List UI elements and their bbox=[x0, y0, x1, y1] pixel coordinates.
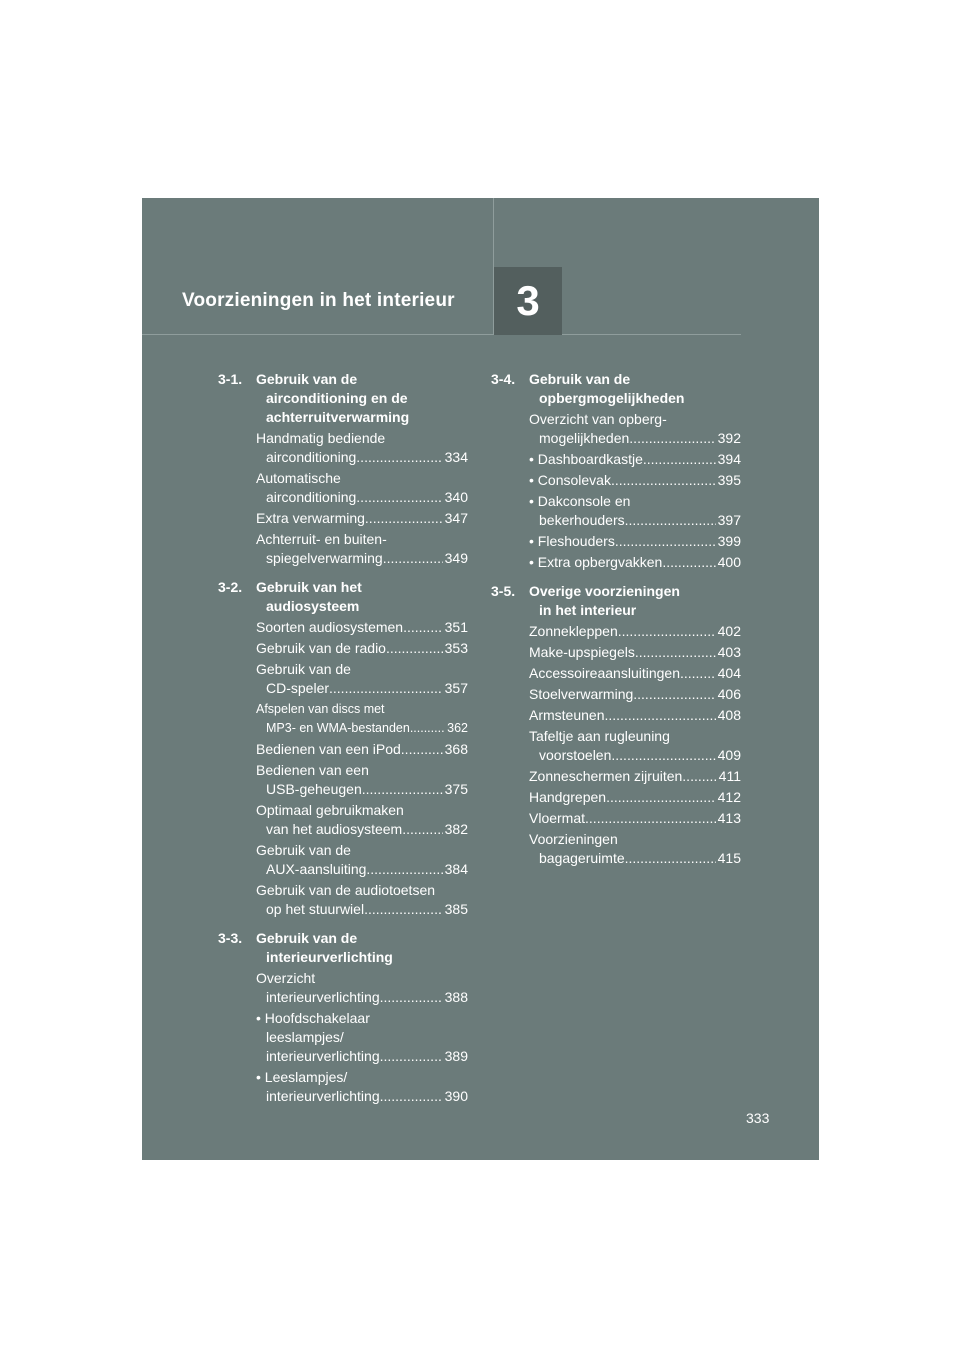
toc-entry-line bbox=[529, 706, 741, 725]
toc-section bbox=[218, 578, 468, 919]
dot-leader bbox=[383, 549, 443, 568]
toc-section bbox=[218, 370, 468, 568]
section-title-line: Gebruik van de bbox=[529, 371, 631, 387]
dot-leader bbox=[618, 622, 716, 641]
toc-page-number: 399 bbox=[717, 533, 741, 549]
toc-entry-line: • Leeslampjes/ bbox=[256, 1069, 348, 1085]
toc-entry-line bbox=[256, 780, 468, 799]
dot-leader bbox=[635, 643, 716, 662]
dot-leader bbox=[611, 746, 715, 765]
toc-entry-line bbox=[529, 511, 741, 530]
toc-entry[interactable] bbox=[256, 1068, 468, 1106]
toc-entry-text: AUX-aansluiting bbox=[266, 861, 367, 877]
toc-entry-text: • Fleshouders bbox=[529, 533, 615, 549]
toc-entry-text: bekerhouders bbox=[539, 512, 625, 528]
dot-leader bbox=[380, 1087, 443, 1106]
toc-entries bbox=[491, 622, 741, 868]
toc-entry[interactable] bbox=[529, 706, 741, 725]
toc-entry-text: Bedienen van een iPod bbox=[256, 741, 401, 757]
toc-entry-line bbox=[529, 767, 741, 786]
toc-entries bbox=[218, 969, 468, 1106]
dot-leader bbox=[402, 820, 442, 839]
toc-entry-line bbox=[529, 809, 741, 828]
toc-entry[interactable] bbox=[256, 801, 468, 839]
toc-entry[interactable] bbox=[529, 622, 741, 641]
toc-page-number: 384 bbox=[444, 861, 468, 877]
dot-leader bbox=[356, 448, 442, 467]
toc-entry-line bbox=[256, 860, 468, 879]
toc-entry-line bbox=[529, 746, 741, 765]
section-title-line: achterruitverwarming bbox=[266, 409, 410, 425]
toc-entry-line bbox=[256, 900, 468, 919]
toc-entry-text: USB-geheugen bbox=[266, 781, 362, 797]
toc-entry[interactable] bbox=[256, 740, 468, 759]
section-title-line: opbergmogelijkheden bbox=[539, 390, 685, 406]
toc-page-number: 347 bbox=[444, 510, 468, 526]
toc-entry-line bbox=[256, 488, 468, 507]
toc-entry-line bbox=[529, 532, 741, 551]
chapter-number: 3 bbox=[516, 277, 540, 324]
toc-page-number: 402 bbox=[717, 623, 741, 639]
toc-entry[interactable] bbox=[529, 685, 741, 704]
toc-entry[interactable] bbox=[256, 509, 468, 528]
toc-page-number: 392 bbox=[717, 430, 741, 446]
toc-page-number: 409 bbox=[717, 747, 741, 763]
section-number: 3-5. bbox=[491, 583, 516, 599]
dot-leader bbox=[380, 1047, 443, 1066]
toc-entry-text: interieurverlichting bbox=[266, 1088, 380, 1104]
toc-entry-line bbox=[529, 429, 741, 448]
toc-entries bbox=[218, 618, 468, 919]
toc-entry-text: Accessoireaansluitingen bbox=[529, 665, 680, 681]
toc-entry[interactable] bbox=[529, 410, 741, 448]
toc-entry-text: Gebruik van de radio bbox=[256, 640, 386, 656]
toc-entry[interactable] bbox=[256, 761, 468, 799]
dot-leader bbox=[403, 618, 443, 637]
toc-entry-line: Bedienen van een bbox=[256, 762, 369, 778]
toc-entry[interactable] bbox=[529, 664, 741, 683]
toc-entry-text: Soorten audiosystemen bbox=[256, 619, 404, 635]
toc-entry-line bbox=[529, 450, 741, 469]
toc-entry-text: Make-upspiegels bbox=[529, 644, 635, 660]
toc-entry[interactable] bbox=[256, 700, 468, 738]
dot-leader bbox=[680, 664, 716, 683]
toc-page-number: 408 bbox=[717, 707, 741, 723]
toc-entry-line: leeslampjes/ bbox=[266, 1029, 344, 1045]
section-title bbox=[256, 929, 468, 967]
dot-leader bbox=[329, 679, 443, 698]
toc-entry-text: • Dashboardkastje bbox=[529, 451, 643, 467]
toc-entry[interactable] bbox=[529, 492, 741, 530]
toc-entry-text: • Extra opbergvakken bbox=[529, 554, 663, 570]
toc-entry-line: • Hoofdschakelaar bbox=[256, 1010, 370, 1026]
toc-entry[interactable] bbox=[256, 660, 468, 698]
toc-entry-line: Afspelen van discs met bbox=[256, 702, 385, 716]
toc-entry-line bbox=[529, 643, 741, 662]
toc-entry-line: Automatische bbox=[256, 470, 341, 486]
toc-entry-text: interieurverlichting bbox=[266, 1048, 380, 1064]
toc-entry-line bbox=[256, 549, 468, 568]
toc-entry[interactable] bbox=[256, 639, 468, 658]
chapter-title: Voorzieningen in het interieur bbox=[182, 290, 455, 311]
toc-page-number: 406 bbox=[717, 686, 741, 702]
dot-leader bbox=[410, 719, 445, 738]
dot-leader bbox=[625, 849, 716, 868]
toc-page-number: 368 bbox=[444, 741, 468, 757]
toc-entry-line: Voorzieningen bbox=[529, 831, 618, 847]
toc-page-number: 397 bbox=[717, 512, 741, 528]
toc-page-number: 357 bbox=[444, 680, 468, 696]
toc-entry-line bbox=[529, 788, 741, 807]
dot-leader bbox=[604, 706, 715, 725]
toc-page-number: 411 bbox=[718, 768, 741, 784]
toc-entry[interactable] bbox=[529, 643, 741, 662]
toc-entry[interactable] bbox=[529, 471, 741, 490]
toc-page-number: 353 bbox=[444, 640, 468, 656]
section-title-line: interieurverlichting bbox=[266, 949, 393, 965]
toc-entry-line bbox=[256, 639, 468, 658]
toc-entry-line bbox=[529, 664, 741, 683]
section-title bbox=[529, 582, 741, 620]
section-title-line: audiosysteem bbox=[266, 598, 360, 614]
section-title-line: airconditioning en de bbox=[266, 390, 408, 406]
toc-page-number: 394 bbox=[717, 451, 741, 467]
section-number: 3-1. bbox=[218, 371, 243, 387]
toc-entry-line: Overzicht van opberg- bbox=[529, 411, 667, 427]
toc-entry[interactable] bbox=[256, 969, 468, 1007]
dot-leader bbox=[662, 553, 715, 572]
section-title-line: Gebruik van de bbox=[256, 930, 358, 946]
toc-entry-line bbox=[529, 622, 741, 641]
toc-page-number: 400 bbox=[717, 554, 741, 570]
toc-entry-text: van het audiosysteem bbox=[266, 821, 403, 837]
section-number: 3-2. bbox=[218, 579, 243, 595]
dot-leader bbox=[380, 988, 443, 1007]
toc-entry[interactable] bbox=[256, 530, 468, 568]
dot-leader bbox=[401, 740, 443, 759]
toc-entry[interactable] bbox=[256, 469, 468, 507]
toc-entry[interactable] bbox=[256, 1009, 468, 1066]
toc-column-right bbox=[491, 370, 741, 878]
toc-entries bbox=[218, 429, 468, 568]
section-number: 3-3. bbox=[218, 930, 243, 946]
toc-entry-line bbox=[256, 740, 468, 759]
dot-leader bbox=[682, 767, 716, 786]
toc-entry-line: Tafeltje aan rugleuning bbox=[529, 728, 670, 744]
dot-leader bbox=[366, 860, 442, 879]
toc-entry-line bbox=[529, 685, 741, 704]
toc-section bbox=[218, 929, 468, 1106]
toc-page-number: 375 bbox=[444, 781, 468, 797]
toc-page-number: 385 bbox=[444, 901, 468, 917]
toc-entry-line bbox=[256, 509, 468, 528]
toc-entry-line bbox=[256, 1087, 468, 1106]
toc-entry-text: spiegelverwarming bbox=[266, 550, 383, 566]
toc-section bbox=[491, 582, 741, 868]
toc-entry-line bbox=[256, 679, 468, 698]
toc-page-number: 395 bbox=[717, 472, 741, 488]
toc-page-number: 390 bbox=[444, 1088, 468, 1104]
section-heading bbox=[491, 582, 741, 620]
page-number: 333 bbox=[746, 1110, 770, 1126]
toc-entry-line bbox=[256, 618, 468, 637]
toc-entry-line: • Dakconsole en bbox=[529, 493, 631, 509]
toc-entry-text: bagageruimte bbox=[539, 850, 625, 866]
dot-leader bbox=[362, 780, 443, 799]
dot-leader bbox=[615, 532, 716, 551]
toc-entry-line: Gebruik van de bbox=[256, 842, 351, 858]
toc-entry-line: Overzicht bbox=[256, 970, 316, 986]
toc-entry-text: Extra verwarming bbox=[256, 510, 365, 526]
dot-leader bbox=[606, 788, 716, 807]
toc-entry-line: Gebruik van de audiotoetsen bbox=[256, 882, 436, 898]
section-heading bbox=[218, 578, 468, 616]
section-heading bbox=[218, 370, 468, 427]
toc-entry[interactable] bbox=[529, 727, 741, 765]
section-title bbox=[256, 370, 468, 427]
dot-leader bbox=[625, 511, 716, 530]
section-title-line: Gebruik van de bbox=[256, 371, 358, 387]
section-title bbox=[256, 578, 468, 616]
toc-entry-text: • Consolevak bbox=[529, 472, 611, 488]
section-heading bbox=[491, 370, 741, 408]
toc-page-number: 349 bbox=[444, 550, 468, 566]
toc-page-number: 403 bbox=[717, 644, 741, 660]
toc-entry-text: voorstoelen bbox=[539, 747, 612, 763]
toc-column-left bbox=[218, 370, 468, 1116]
toc-entry[interactable] bbox=[529, 553, 741, 572]
dot-leader bbox=[611, 471, 716, 490]
toc-entry[interactable] bbox=[256, 881, 468, 919]
toc-entry-text: Handgrepen bbox=[529, 789, 607, 805]
toc-entry[interactable] bbox=[256, 841, 468, 879]
toc-entry-line bbox=[529, 471, 741, 490]
toc-entries bbox=[491, 410, 741, 572]
header-horizontal-rule bbox=[142, 334, 741, 335]
toc-page-number: 351 bbox=[444, 619, 468, 635]
toc-page-number: 415 bbox=[717, 850, 741, 866]
toc-page-number: 412 bbox=[717, 789, 741, 805]
dot-leader bbox=[633, 685, 715, 704]
toc-entry-text: Zonneschermen zijruiten bbox=[529, 768, 683, 784]
toc-entry-line bbox=[529, 553, 741, 572]
toc-entry-text: Vloermat bbox=[529, 810, 586, 826]
toc-entry-line bbox=[256, 820, 468, 839]
toc-page-number: 382 bbox=[444, 821, 468, 837]
dot-leader bbox=[629, 429, 715, 448]
section-number: 3-4. bbox=[491, 371, 516, 387]
dot-leader bbox=[365, 509, 443, 528]
toc-entry[interactable] bbox=[256, 618, 468, 637]
toc-section bbox=[491, 370, 741, 572]
toc-entry[interactable] bbox=[529, 809, 741, 828]
toc-entry-line bbox=[256, 1047, 468, 1066]
toc-entry-line bbox=[256, 448, 468, 467]
toc-entry-line bbox=[256, 719, 468, 738]
toc-entry[interactable] bbox=[256, 429, 468, 467]
toc-entry-text: interieurverlichting bbox=[266, 989, 380, 1005]
toc-entry[interactable] bbox=[529, 532, 741, 551]
section-title-line: Gebruik van het bbox=[256, 579, 362, 595]
section-title-line: Overige voorzieningen bbox=[529, 583, 680, 599]
dot-leader bbox=[356, 488, 442, 507]
toc-page-number: 413 bbox=[717, 810, 741, 826]
toc-entry-text: airconditioning bbox=[266, 489, 357, 505]
toc-page-number: 388 bbox=[444, 989, 468, 1005]
toc-entry[interactable] bbox=[529, 450, 741, 469]
chapter-number-box bbox=[494, 267, 562, 335]
toc-entry[interactable] bbox=[529, 830, 741, 868]
toc-entry-line: Handmatig bediende bbox=[256, 430, 386, 446]
section-title bbox=[529, 370, 741, 408]
dot-leader bbox=[585, 809, 716, 828]
toc-entry[interactable] bbox=[529, 788, 741, 807]
toc-entry-text: Zonnekleppen bbox=[529, 623, 618, 639]
dot-leader bbox=[364, 900, 443, 919]
toc-page-number: 389 bbox=[444, 1048, 468, 1064]
section-heading bbox=[218, 929, 468, 967]
toc-entry-text: mogelijkheden bbox=[539, 430, 630, 446]
toc-entry-line: Gebruik van de bbox=[256, 661, 351, 677]
toc-entry-line bbox=[529, 849, 741, 868]
toc-entry-text: op het stuurwiel bbox=[266, 901, 365, 917]
toc-entry-line bbox=[256, 988, 468, 1007]
toc-entry-text: Stoelverwarming bbox=[529, 686, 634, 702]
toc-entry[interactable] bbox=[529, 767, 741, 786]
toc-page-number: 334 bbox=[444, 449, 468, 465]
section-title-line: in het interieur bbox=[539, 602, 637, 618]
toc-entry-text: airconditioning bbox=[266, 449, 357, 465]
toc-entry-line: Optimaal gebruikmaken bbox=[256, 802, 404, 818]
dot-leader bbox=[386, 639, 443, 658]
toc-entry-text: Armsteunen bbox=[529, 707, 605, 723]
toc-page-number: 340 bbox=[444, 489, 468, 505]
toc-page-number: 404 bbox=[717, 665, 741, 681]
dot-leader bbox=[643, 450, 716, 469]
toc-entry-text: CD-speler bbox=[266, 680, 330, 696]
toc-entry-line: Achterruit- en buiten- bbox=[256, 531, 387, 547]
toc-page-number: 362 bbox=[447, 721, 468, 735]
toc-entry-text: MP3- en WMA-bestanden bbox=[266, 721, 410, 735]
